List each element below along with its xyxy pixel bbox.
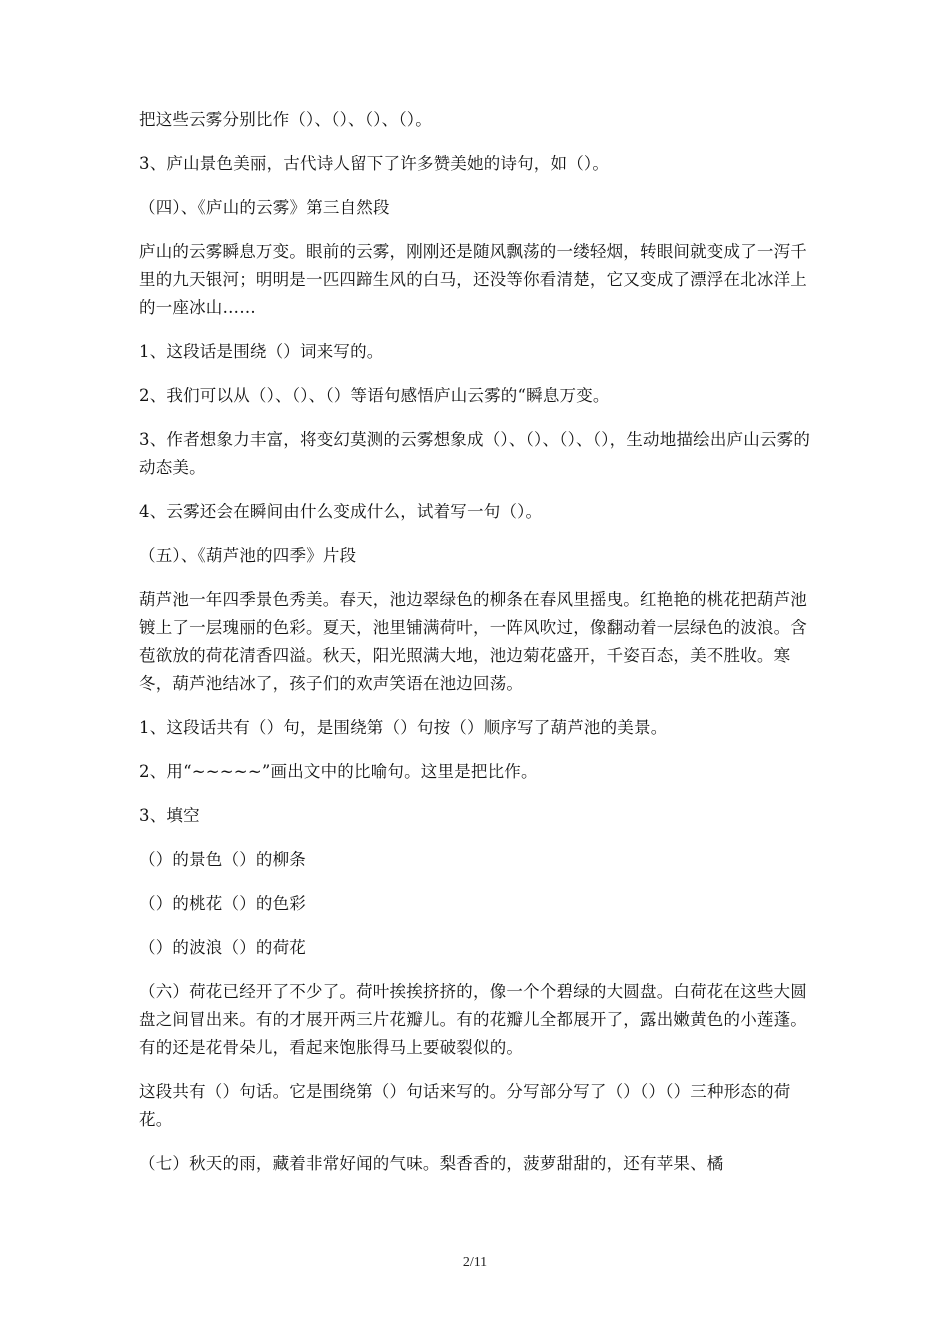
fill-blank-line-1: （）的景色（）的柳条 [139,850,306,869]
question-5-3: 3、填空 [139,806,200,825]
document-body [139,106,819,1194]
question-5-1: 1、这段话共有（）句，是围绕第（）句按（）顺序写了葫芦池的美景。 [139,718,668,737]
question-4-4: 4、云雾还会在瞬间由什么变成什么，试着写一句（）。 [139,502,543,521]
passage-autumn-rain: （七）秋天的雨，藏着非常好闻的气味。梨香香的，菠萝甜甜的，还有苹果、橘 [139,1154,724,1173]
paragraph-metaphor-question: 把这些云雾分别比作（）、（）、（）、（）。 [139,110,432,129]
section-heading-5: （五）、《葫芦池的四季》片段 [139,546,357,565]
section-heading-4: （四）、《庐山的云雾》第三自然段 [139,198,390,217]
fill-blank-line-2: （）的桃花（）的色彩 [139,894,306,913]
question-6: 这段共有（）句话。它是围绕第（）句话来写的。分写部分写了（）（）（）三种形态的荷花。 [139,1082,791,1129]
question-5-2: 2、用“~~~~~”画出文中的比喻句。这里是把比作。 [139,762,538,781]
passage-lotus: （六）荷花已经开了不少了。荷叶挨挨挤挤的，像一个个碧绿的大圆盘。白荷花在这些大圆盘之间冒出来。有的才展开两三片花瓣儿。有的花瓣儿全都展开了，露出嫩黄色的小莲蓬。有的还是花骨朵儿，看起来饱胀得马上要破裂似的。 [139,982,807,1057]
fill-blank-line-3: （）的波浪（）的荷花 [139,938,306,957]
passage-lushan-clouds: 庐山的云雾瞬息万变。眼前的云雾，刚刚还是随风飘荡的一缕轻烟，转眼间就变成了一泻千里的九天银河；明明是一匹四蹄生风的白马，还没等你看清楚，它又变成了漂浮在北冰洋上的一座冰山…… [139,242,807,317]
passage-hulu-pond: 葫芦池一年四季景色秀美。春天，池边翠绿色的柳条在春风里摇曳。红艳艳的桃花把葫芦池镀上了一层瑰丽的色彩。夏天，池里铺满荷叶，一阵风吹过，像翻动着一层绿色的波浪。含苞欲放的荷花清香四溢。秋天，阳光照满大地，池边菊花盛开，千姿百态，美不胜收。寒冬，葫芦池结冰了，孩子们的欢声笑语在池边回荡。 [139,590,807,693]
question-4-3: 3、作者想象力丰富，将变幻莫测的云雾想象成（）、（）、（）、（），生动地描绘出庐山云雾的动态美。 [139,430,811,477]
question-4-2: 2、我们可以从（）、（）、（）等语句感悟庐山云雾的“瞬息万变。 [139,386,610,405]
paragraph-poem-question: 3、庐山景色美丽，古代诗人留下了许多赞美她的诗句，如（）。 [139,154,610,173]
page-number: 2/11 [462,1255,488,1270]
question-4-1: 1、这段话是围绕（）词来写的。 [139,342,384,361]
